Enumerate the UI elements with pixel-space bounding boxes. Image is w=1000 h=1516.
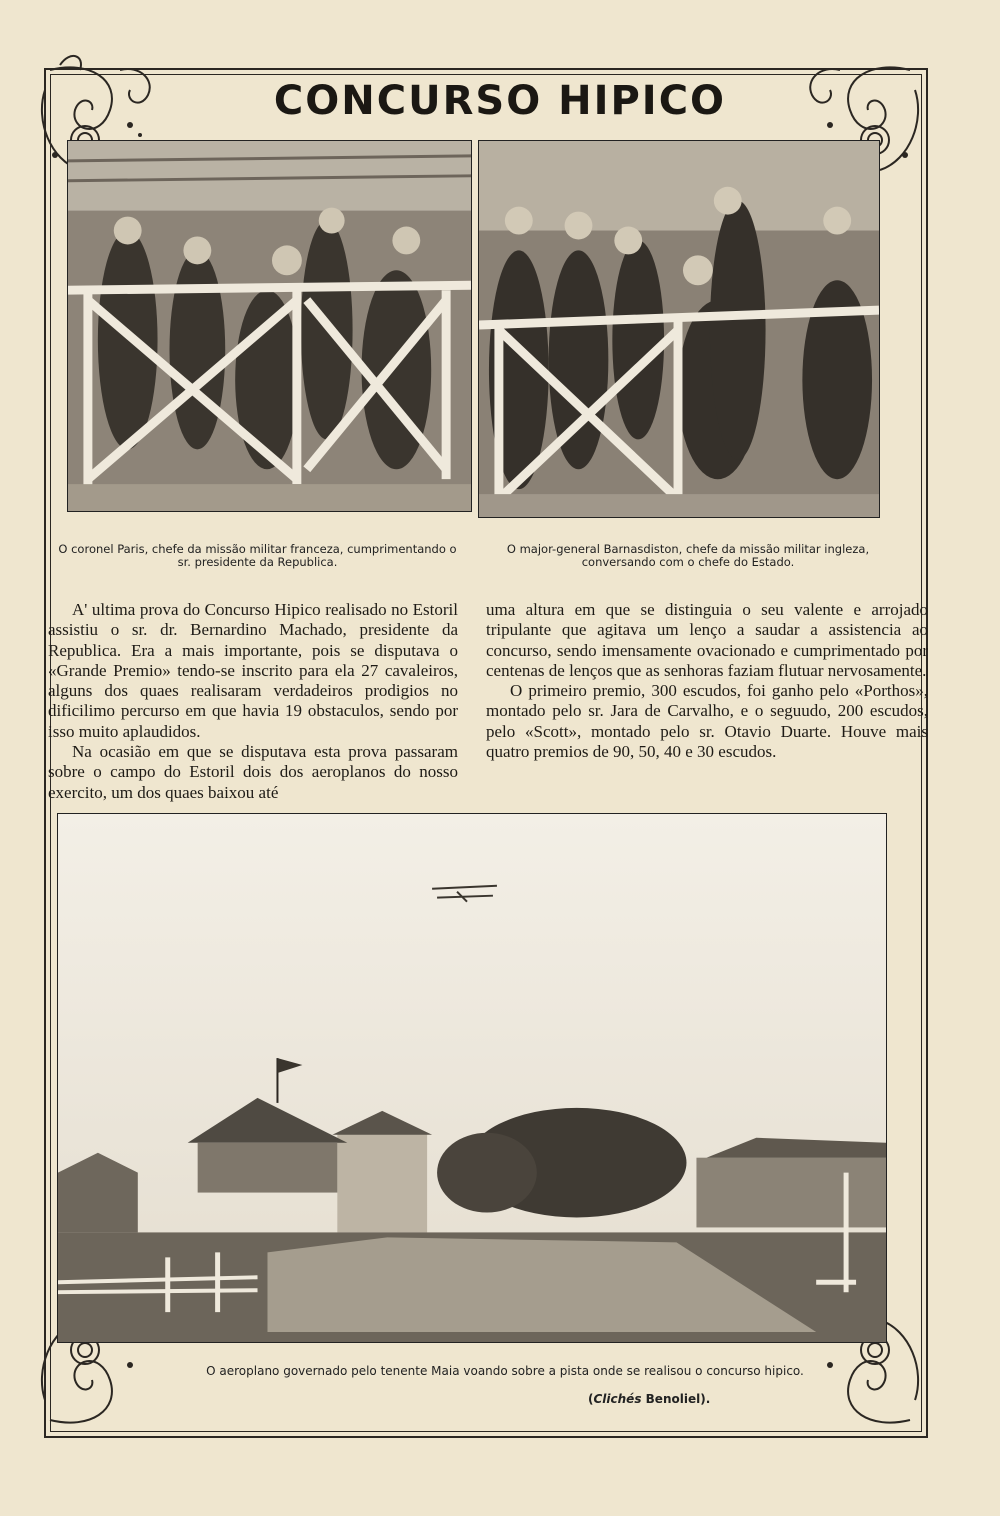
article-paragraph: Na ocasião em que se disputava esta prova passaram sobre o campo do Estoril dois dos aeroplanos do nosso exercito, um dos quaes baixou até <box>48 742 458 802</box>
article-paragraph: A' ultima prova do Concurso Hipico realisado no Estoril assistiu o sr. dr. Bernardino Machado, presidente da Republica. Era a mais importante, pois se disputava o «Grande Premio» tendo-se inscrito para ela 27 cavaleiros, alguns dos quaes realisaram verdadeiros prodigios no dificilimo percurso em que havia 19 obstaculos, sendo por isso muito aplaudidos. <box>48 600 458 741</box>
article-column-right <box>486 600 928 762</box>
photo-airplane-over-track <box>57 813 887 1343</box>
photo-president-british-mission <box>478 140 880 518</box>
photo-credit: (Clichés Benoliel). <box>588 1392 711 1406</box>
caption-left-photo: O coronel Paris, chefe da missão militar franceza, cumprimentando o sr. presidente da Republica. <box>58 542 457 569</box>
page-title: CONCURSO HIPICO <box>273 78 727 124</box>
credit-word: Clichés <box>593 1392 642 1406</box>
article-paragraph: uma altura em que se distinguia o seu valente e arrojado tripulante que agitava um lenço a saudar a assistencia ao concurso, sendo imensamente ovacionado e cumprimentado por centenas de lenços que as senhoras faziam flutuar nervosamente. <box>486 600 928 680</box>
caption-bottom-photo: O aeroplano governado pelo tenente Maia voando sobre a pista onde se realisou o concurso hipico. <box>206 1364 804 1378</box>
article-column-left <box>48 600 458 803</box>
photo-president-french-mission <box>67 140 472 512</box>
caption-right-photo: O major-general Barnasdiston, chefe da missão militar ingleza, conversando com o chefe do Estado. <box>506 542 870 569</box>
credit-name: Benoliel <box>645 1392 701 1406</box>
article-paragraph: O primeiro premio, 300 escudos, foi ganho pelo «Porthos», montado pelo sr. Jara de Carvalho, e o seguudo, 200 escudos, pelo «Scott», montado pelo sr. Otavio Duarte. Houve mais quatro premios de 90, 50, 40 e 30 escudos. <box>486 681 928 762</box>
